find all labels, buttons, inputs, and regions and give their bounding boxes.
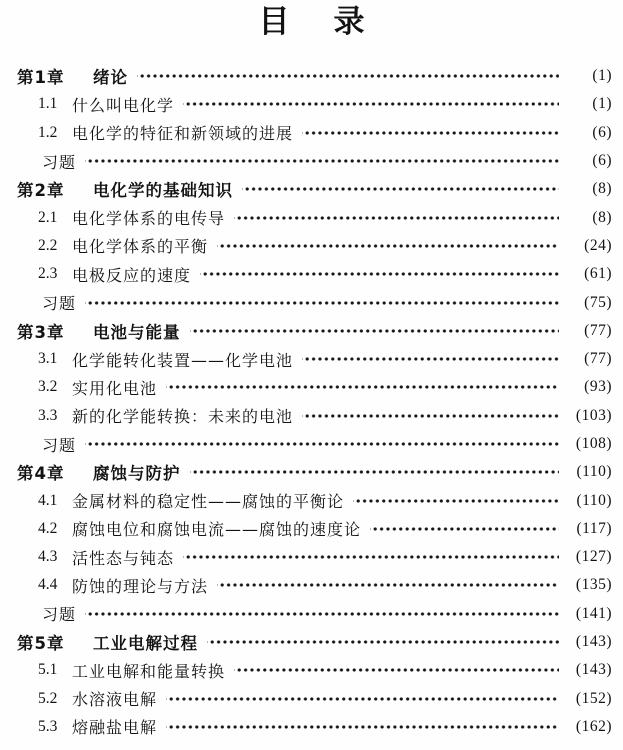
dot-leader xyxy=(85,430,559,458)
entry-page-number: (110) xyxy=(576,463,612,481)
entry-page-number: (141) xyxy=(575,604,612,622)
entry-title: 新的化学能转换：未来的电池 xyxy=(72,407,294,427)
entry-page-number: (24) xyxy=(584,236,612,254)
entry-page-number: (103) xyxy=(575,406,612,424)
toc-entry xyxy=(0,543,623,571)
entry-page-number: (135) xyxy=(575,576,612,594)
dot-leader xyxy=(302,119,559,147)
entry-title: 习题 xyxy=(42,152,77,172)
toc-entry xyxy=(0,345,623,373)
entry-title: 习题 xyxy=(42,605,77,625)
dot-leader xyxy=(302,345,559,373)
dot-leader xyxy=(137,62,559,90)
dot-leader xyxy=(183,543,559,571)
dot-leader xyxy=(242,175,559,203)
entry-title: 电极反应的速度 xyxy=(72,265,192,285)
toc-entry xyxy=(0,62,623,90)
toc-entry xyxy=(0,175,623,203)
entry-number: 2.1 xyxy=(38,208,58,226)
toc-entry xyxy=(0,232,623,260)
toc-entry xyxy=(0,571,623,599)
entry-page-number: (143) xyxy=(575,661,612,679)
entry-page-number: (6) xyxy=(592,152,612,170)
entry-page-number: (108) xyxy=(575,435,612,452)
entry-number: 5.2 xyxy=(38,689,58,707)
entry-number: 3.1 xyxy=(38,350,58,368)
title-character: 录 xyxy=(333,4,365,40)
entry-title: 绪论 xyxy=(93,68,128,88)
toc-entry xyxy=(0,600,623,628)
entry-page-number: (143) xyxy=(575,633,612,651)
entry-number: 3.2 xyxy=(38,378,58,396)
entry-title: 电化学的基础知识 xyxy=(93,181,233,201)
dot-leader xyxy=(190,458,560,486)
entry-number: 5.3 xyxy=(38,717,58,735)
entry-page-number: (8) xyxy=(592,180,612,198)
entry-page-number: (61) xyxy=(584,265,612,283)
dot-leader xyxy=(370,515,559,543)
entry-title: 防蚀的理论与方法 xyxy=(72,576,209,596)
toc-entry xyxy=(0,486,623,514)
entry-page-number: (162) xyxy=(575,717,612,735)
entry-title: 金属材料的稳定性——腐蚀的平衡论 xyxy=(72,492,345,512)
entry-title: 什么叫电化学 xyxy=(72,95,175,115)
dot-leader xyxy=(217,571,559,599)
entry-title: 熔融盐电解 xyxy=(72,718,158,738)
toc-entry xyxy=(0,458,623,486)
toc-entry xyxy=(0,628,623,656)
entry-number: 4.1 xyxy=(38,491,58,509)
entry-number: 5.1 xyxy=(38,661,58,679)
entry-page-number: (127) xyxy=(575,548,612,566)
entry-title: 水溶液电解 xyxy=(72,690,158,710)
entry-number: 第3章 xyxy=(17,322,65,342)
entry-title: 腐蚀与防护 xyxy=(93,464,181,484)
toc-entry xyxy=(0,260,623,288)
entry-number: 2.2 xyxy=(38,236,58,254)
toc-entry xyxy=(0,515,623,543)
dot-leader xyxy=(85,600,559,628)
table-of-contents xyxy=(0,62,623,741)
entry-title: 习题 xyxy=(42,435,77,455)
entry-page-number: (6) xyxy=(592,123,612,141)
entry-page-number: (77) xyxy=(584,350,612,368)
entry-page-number: (117) xyxy=(576,519,612,537)
dot-leader xyxy=(234,203,559,231)
dot-leader xyxy=(234,656,559,684)
entry-page-number: (110) xyxy=(576,491,612,509)
dot-leader xyxy=(85,288,559,316)
entry-number: 3.3 xyxy=(38,406,58,424)
entry-page-number: (1) xyxy=(592,95,612,113)
dot-leader xyxy=(166,713,559,741)
title-character: 目 xyxy=(258,4,290,40)
entry-page-number: (93) xyxy=(584,378,612,396)
toc-entry xyxy=(0,288,623,316)
entry-number: 第4章 xyxy=(17,464,65,484)
entry-number: 第5章 xyxy=(17,634,65,654)
dot-leader xyxy=(166,373,559,401)
entry-title: 工业电解和能量转换 xyxy=(72,661,226,681)
toc-entry xyxy=(0,90,623,118)
toc-entry xyxy=(0,713,623,741)
entry-number: 第1章 xyxy=(17,68,65,88)
entry-number: 1.2 xyxy=(38,123,58,141)
entry-number: 1.1 xyxy=(38,95,58,113)
entry-page-number: (152) xyxy=(575,689,612,707)
toc-entry xyxy=(0,656,623,684)
entry-title: 电化学体系的平衡 xyxy=(72,237,209,257)
dot-leader xyxy=(217,232,559,260)
dot-leader xyxy=(302,402,559,430)
entry-number: 4.2 xyxy=(38,519,58,537)
toc-entry xyxy=(0,203,623,231)
entry-number: 第2章 xyxy=(17,181,65,201)
toc-entry xyxy=(0,402,623,430)
entry-number: 2.3 xyxy=(38,265,58,283)
toc-entry xyxy=(0,430,623,458)
entry-title: 电化学的特征和新领域的进展 xyxy=(72,124,294,144)
toc-entry xyxy=(0,685,623,713)
toc-entry xyxy=(0,147,623,175)
entry-page-number: (8) xyxy=(592,208,612,226)
dot-leader xyxy=(207,628,559,656)
entry-page-number: (1) xyxy=(592,67,612,85)
dot-leader xyxy=(190,317,560,345)
dot-leader xyxy=(200,260,559,288)
dot-leader xyxy=(85,147,559,175)
entry-page-number: (77) xyxy=(584,321,612,339)
entry-title: 习题 xyxy=(42,294,77,314)
toc-entry xyxy=(0,317,623,345)
entry-title: 电化学体系的电传导 xyxy=(72,209,226,229)
dot-leader xyxy=(183,90,559,118)
toc-entry xyxy=(0,119,623,147)
dot-leader xyxy=(166,685,559,713)
dot-leader xyxy=(353,486,559,514)
entry-title: 电池与能量 xyxy=(93,322,181,342)
entry-title: 实用化电池 xyxy=(72,378,158,398)
toc-entry xyxy=(0,373,623,401)
entry-title: 腐蚀电位和腐蚀电流——腐蚀的速度论 xyxy=(72,520,362,540)
page-title xyxy=(0,3,623,41)
entry-title: 化学能转化装置——化学电池 xyxy=(72,350,294,370)
entry-title: 工业电解过程 xyxy=(93,634,198,654)
entry-number: 4.4 xyxy=(38,576,58,594)
entry-number: 4.3 xyxy=(38,548,58,566)
entry-page-number: (75) xyxy=(584,293,612,311)
entry-title: 活性态与钝态 xyxy=(72,548,175,568)
